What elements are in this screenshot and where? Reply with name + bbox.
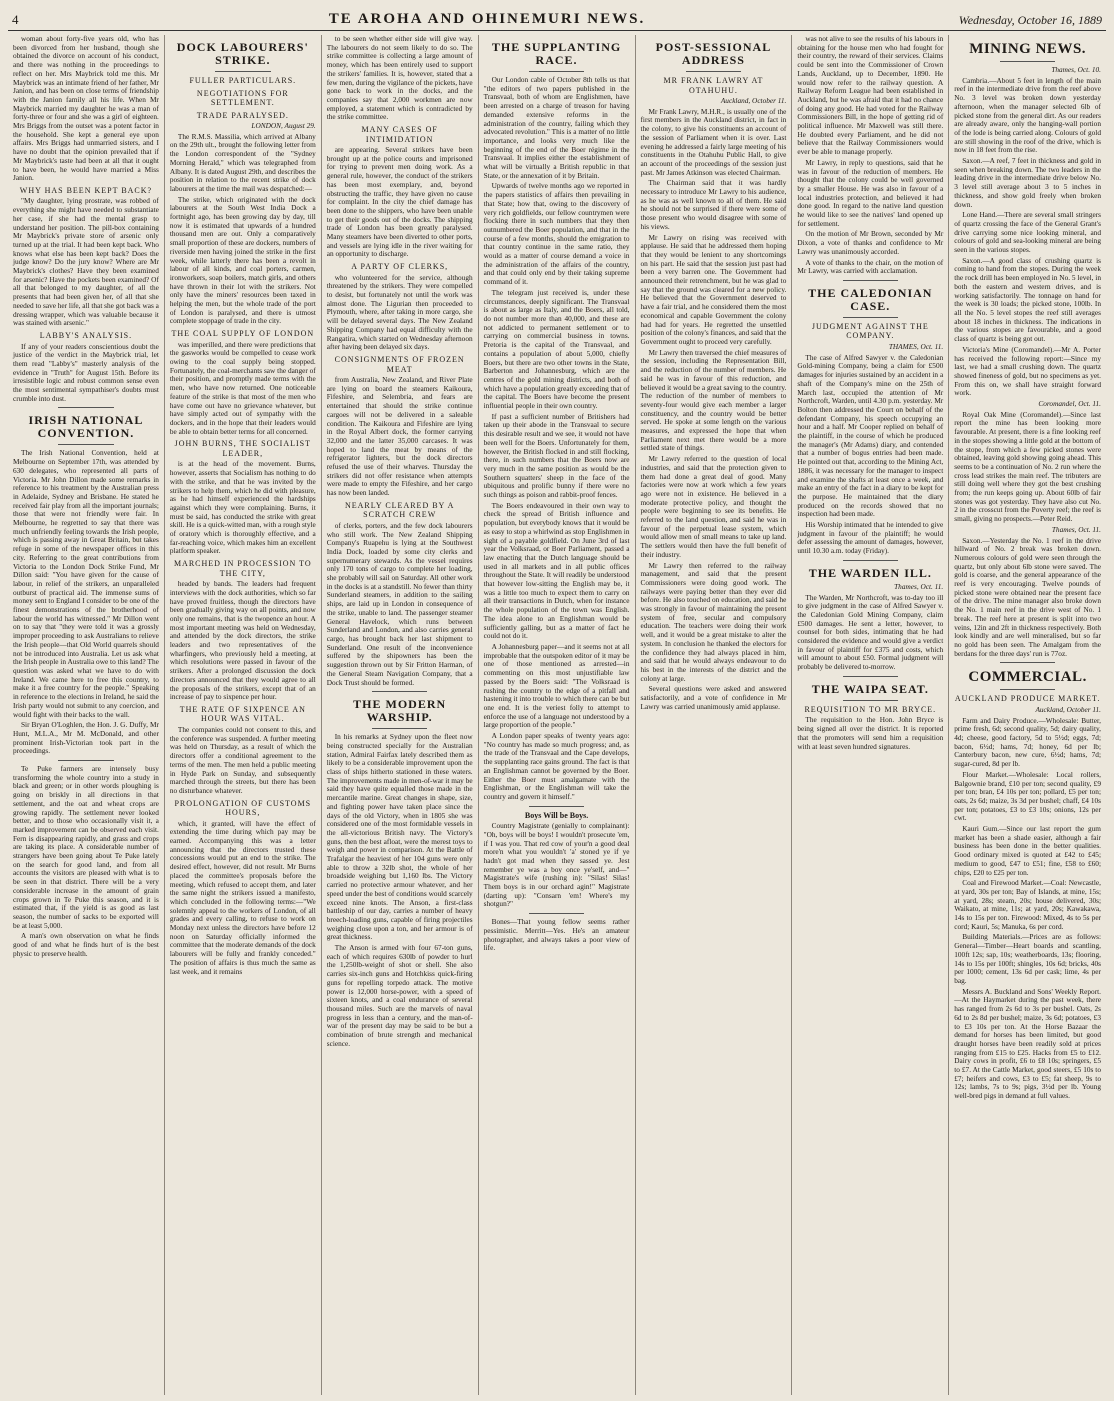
- paragraph: The Boers endeavoured in their own way to check the spread of British influence and population, but everybody knows that it would be as easy to stop a whirlwind as stop Englishmen in sight of a payable goldfield. On June 3rd of last year the Volksraad, or Boer Parliament, passed a law enacting that the Dutch language should be used in all markets and in all public offices throughout the State. It will readily be understood that however low-sitting the English may be, it was a little too much to expect them to carry on all their transactions in Dutch, when for instance the whole population of the town was English. The idea alone to an Englishman would be sufficiently galling, but as a matter of fact he could not do it.: [483, 500, 630, 641]
- paragraph: The Chairman said that it was hardly necessary to introduce Mr Lawry to his audience, as he was as well known to all of them. He said he should not be surprised if there were some of those present who would disagree with some of his views.: [640, 178, 787, 231]
- paragraph: is at the head of the movement. Burns, however, asserts that Socialism has nothing to do with the strike, and that he was invited by the strikers to help them, which he did with pleasure, as he had himself experienced the hardships against which they were complaining. Burns, it must be said, has conducted the strike with great skill. He is a quick-witted man, with a rough style of oratory which is thoroughly effective, and a far-reaching voice, which makes him an excellent platform speaker.: [169, 459, 316, 556]
- dateline: THAMES, Oct. 11.: [888, 341, 944, 351]
- column-5: [636, 35, 793, 1395]
- column-3: [322, 35, 479, 1395]
- paragraph: Sir Bryan O'Loghlen, the Hon. J. G. Duffy, Mr Hunt, M.L.A., Mr M. McDonald, and other prominent Irish-Victorian took part in the proceedings.: [13, 720, 159, 756]
- subheading: LABBY'S ANALYSIS.: [39, 331, 133, 340]
- dateline: Auckland, October 11.: [1035, 704, 1101, 714]
- subheading: AUCKLAND PRODUCE MARKET.: [954, 694, 1101, 704]
- divider: [58, 407, 113, 408]
- article-heading: POST-SESSIONAL ADDRESS: [655, 40, 772, 67]
- paragraph: Messrs A. Buckland and Sons' Weekly Report.—At the Haymarket during the past week, there has ranged from 2s 6d to 3s per bushel. Oats, 2s 6d to 2s 8d per bushel; maize, 3s 6d; potatoes, £3 to £3 10s per ton. At the Horse Bazaar the demand for horses has been limited, but good draught horses have been readily sold at prices ranging from £15 to £25. Hacks from £5 to £12. Dairy cows in profit, £6 to £8 10s; springers, £5 to £7. At the Cattle Market, good steers, £5 10s to £7; heifers and cows, £3 to £5; fat sheep, 9s to 12s; lambs, 7s to 9s; pigs, 3½d per lb. Young well-bred pigs in demand at full values.: [954, 986, 1101, 1101]
- divider: [215, 71, 270, 72]
- paragraph: Coal and Firewood Market.—Coal: Newcastle, at yard, 30s per ton; Bay of Islands, at mine, 15s; at yard, 28s; steam, 20s; house delivered, 30s; Waikato, at mine, 11s; at yard, 20s; Kawakawa, 14s to 15s per ton. Firewood: Mixed, 4s to 5s per cord; Kauri, 5s; Manuka, 6s per cord.: [954, 878, 1101, 931]
- paragraph: Saxon.—Yesterday the No. 1 reef in the drive hillward of No. 2 break was broken down. Numerous colours of gold were seen through the quartz, but only about 6lb stone were saved. The gold is coarse, and the general appearance of the reef is very encouraging. Twelve pounds of picked stone were obtained near the present face of the drive. The mine manager also broke down the No. 1 main reef in the drive west of No. 1 break. The reef here at present is split into two veins, 12in and 2ft in thickness respectively. Both look kindly and are well mineralised, but so far no gold has been seen. The Amalgam from the berdans for the three days' run is 77oz.: [954, 535, 1101, 658]
- paragraph: Victoria's Mine (Coromandel).—Mr A. Porter has received the following report:—Since my last, we had a small crushing down. The quartz showed fineness of gold, but no specimens as yet. From this on, we shall have straight forward work.: [954, 344, 1101, 398]
- paragraph: The Warden, Mr Northcroft, was to-day too ill to give judgment in the case of Alfred Sawyer v. the Caledonian Gold Mining Company, claim £500 damages. He sent a letter, however, to counsel for both sides, intimating that he had considered the evidence and would give a verdict in favour of plaintiff for £375 and costs, which will amount to about £50. Formal judgment will probably be delivered to-morrow.: [797, 592, 944, 672]
- subheading: NEARLY CLEARED BY A SCRATCH CREW: [344, 500, 455, 520]
- paragraph: The telegram just received is, under these circumstances, deeply significant. The Transvaal is about as large as Italy, and the Boers, all told, do not number more than 40,000, and these are not addicted to permanent settlement or to carrying on commercial business in towns. Pretoria is the capital of the Transvaal, and contains a population of about 5,000, chiefly Boers, but there are two other towns in the State, Barberton and Johannesburg, which are the centres of the gold mining districts, and both of which have a population greatly exceeding that of the capital. The Boers have become the present influential people in their own country.: [483, 287, 630, 411]
- paragraph: from Australia, New Zealand, and River Plate are lying on board the steamers Kaikoura, Fifeshire, and Selembria, and fears are entertained that should the strike continue cargoes will not be delivered in a saleable condition. The Kaikoura and Fifeshire are lying in the Royal Albert dock, the former carrying 32,000 and the latter 35,000 carcases. It was hoped to land the meat by means of the refrigerator lighters, but the dock directors refused the use of their wharves. Thursday the strikers did not offer resistance when attempts were made to empty the Fifeshire, and her cargo has now been landed.: [326, 375, 473, 498]
- paragraph: Several questions were asked and answered satisfactorily, and a vote of confidence in Mr Lawry was carried unanimously amid applause.: [640, 684, 787, 711]
- divider: [372, 691, 427, 692]
- paragraph: Mr Frank Lawry, M.H.R., is usually one of the first members in the Auckland district, in fact in the colony, to give his constituents an account of the session of Parliament when it is over. Last evening he addressed a fairly large meeting of his constituents in the Otahuhu Public Hall, to give an account of the proceedings of the session just past. Mr James Atkinson was elected Chairman.: [640, 106, 787, 177]
- subheading: MANY CASES OF INTIMIDATION: [361, 125, 438, 144]
- paragraph: Lone Hand.—There are several small stringers of quartz crossing the face of the General Grant's drive carrying some nice looking mineral, and colours of gold and sea-looking mineral are being seen in the various stopes.: [954, 210, 1101, 255]
- paragraph: A vote of thanks to the chair, on the motion of Mr Lawry, was carried with acclamation.: [797, 257, 944, 276]
- subheading: PROLONGATION OF CUSTOMS HOURS,: [174, 798, 312, 818]
- paragraph: Building Materials.—Prices are as follows: General—Timber—Heart boards and scantling, 100ft 12s; sap, 10s; weatherboards, 13s; flooring, 14s to 15s per 100ft; shingles, 10s 6d; bricks, 40s per 1000; cement, 13s 6d per cask; lime, 4s per bag.: [954, 932, 1101, 985]
- paragraph: Royal Oak Mine (Coromandel).—Since last report the mine has been looking more favourable. At present, there is a fine looking reef in the stopes showing a little gold at the bottom of the stope, from which a few picked stones were obtained, leaving gold showing going ahead. This seems to be a continuation of No. 2 run where the cross lead strikes the main reef. The tributers are still doing well where they got the best crushing from; the run keeps going up. About 60lb of fair stones was got yesterday. They have also cut No. 2 in the crosscut from the Poverty reef; the reef is small, giving no prospects.—Peter Reid.: [954, 409, 1101, 524]
- article-heading: IRISH NATIONAL CONVENTION.: [28, 413, 144, 441]
- subheading: REQUISITION TO MR BRYCE.: [804, 704, 937, 714]
- divider: [529, 71, 584, 72]
- paragraph: The case of Alfred Sawyer v. the Caledonian Gold-mining Company, being a claim for £500 damages for injuries sustained by an accident in a shaft of the Company's mine on the 25th of March last, occupied the attention of Mr Northcroft, Warden, until 4.30 p.m. yesterday. Mr Bolton then addressed the Court on behalf of the defendant Company, his speech occupying an hour and a half. Mr Cooper replied on behalf of the plaintiff, in the course of which he produced the manager's (Mr Adams) diary, and contended that a number of bogus entries had been made. He pointed out that, according to the Mining Act, 1886, it was necessary for the manager to inspect and examine the shafts at least once a week, and make an entry of the fact in a diary to be kept for the purpose. He maintained that the diary produced on the records showed that no inspection had been made.: [797, 352, 944, 519]
- paragraph: are appearing. Several strikers have been brought up at the police courts and imprisoned for trying to prevent men doing work. As a general rule, however, the conduct of the strikers has been most exemplary, and, beyond obstructing the traffic, they have given no cause for complaint. In the city the chief damage has been done to the shippers, who have been unable to get their goods out of the docks. The shipping trade of London has been greatly paralysed. Many steamers have been diverted to other ports, and vessels are lying idle in the river waiting for an opportunity to discharge.: [326, 145, 473, 259]
- paragraph: headed by bands. The leaders had frequent interviews with the dock authorities, which so far have proved fruitless, though the directors have been gradually giving way on all points, and now only one remains, that is the twopence an hour. A most important meeting was held on Wednesday, and attended by the dock directors, the strike leaders and two representatives of the wharfingers, who previously held a meeting, at which resolutions were passed in favour of the strikers. After a prolonged discussion the dock directors announced that they would agree to all the proposals of the strikers, except that of an increase of pay to sixpence per hour.: [169, 579, 316, 702]
- paragraph: to be seen whether either side will give way. The labourers do not seem likely to do so. The strike committee is collecting a large amount of money, which has been entirely used to support the strikers' families. It is, however, stated that a few men, during the vigilance of the pickets, have gone back to work in the docks, and the companies say that 2,000 workmen are now employed, a statement which is contradicted by the strike committee.: [326, 35, 473, 122]
- paragraph: of clerks, porters, and the few dock labourers who still work. The New Zealand Shipping Company's Ruapehu is lying at the Southwest India Dock, loaded by some city clerks and supernumerary stewards. As the vessel requires only 170 tons of cargo to complete her loading, she probably will sail on Saturday. All other work in the docks is at a standstill. No fewer than thirty Sunderland steamers, in addition to the sailing ships, are laid up in London in consequence of the strike, unable to land. The passenger steamer General Havelock, which runs between Sunderland and London, and also carries general cargo, has brought back her last shipment to Sunderland. One result of the inconvenience suffered by the shipowners has been the suggestion thrown out by Sir Fritton Harman, of the General Steam Navigation Company, that a Dock Trust should be formed.: [326, 520, 473, 687]
- paragraph: The requisition to the Hon. John Bryce is being signed all over the district. It is reported that the promoters will send him a requisition with at least seven hundred signatures.: [797, 715, 944, 751]
- column-6: [792, 35, 949, 1395]
- paragraph: Saxon.—A good class of crushing quartz is coming to hand from the stopes. During the week the rock drill has been employed in No. 5 level, in both the eastern and western drives, and is working satisfactorily. The tonnage on hand for the week is 30 loads; the picked stone, 100lb. In all the No. 5 level stopes the reef still averages about 18 inches in thickness. The indications in the various stopes are favourable, and a good class of quartz is being got out.: [954, 255, 1101, 344]
- column-4: [479, 35, 636, 1395]
- divider: [843, 280, 898, 281]
- subheading: CONSIGNMENTS OF FROZEN MEAT: [334, 355, 465, 374]
- dateline: LONDON, August 29.: [251, 121, 316, 130]
- masthead: [8, 6, 1106, 31]
- paragraph: Bones—That young fellow seems rather pessimistic. Merritt—Yes. He's an amateur photographer, and always takes a poor view of life.: [483, 917, 630, 953]
- subheading: THE COAL SUPPLY OF LONDON: [171, 329, 315, 339]
- paragraph: "My daughter, lying prostrate, was robbed of everything she might have needed to substantiate her case, if she had the mental grasp to understand her position. The pill-box containing Mr Maybrick's private store of arsenic only turned up at the trial. It had been kept back. Who knows what else has been kept back? Does the judge know? Do the jury know? Where are Mr Maybrick's clothes? Have they been examined for arsenic? Have the pockets been examined? Of all that belonged to my daughter, of all the presents that had been given her, of all that she needed to save her life, all that she got back was a dressing wrapper, which was valuable because it was stained with arsenic.": [13, 196, 159, 328]
- paragraph: The Irish National Convention, held at Melbourne on September 17th, was attended by 630 delegates, who represented all parts of Victoria. Mr John Dillon made some remarks in reference to his treatment by the Australian press in Adelaide, Sydney and Brisbane. He stated he received fair play from all the important journals; those that were not friendly were fair. In Melbourne, he regretted to say that there was much unfriendly feeling towards the Irish people, which is passing away in Great Britain, but takes refuge in some of the newspaper offices in this city. Referring to the great contributions from Victoria to the London Dock Strike Fund, Mr Dillon said: "You have given for the cause of labour, in relief of the strikers, an unparalleled outburst of practical aid. The immense sums of money sent to England I consider to be one of the finest demonstrations of the brotherhood of labour the world has witnessed." Mr Dillon went on to say that "they were told it was a grossly improper proceeding to ask Australians to relieve the Irish people—that Old World quarrels should not be introduced into Australia. Let us ask what the Irish people in Australia owe to this land? The question was asked what we have to do with Ireland. We came here to free this country, to make it a free country for the people." Speaking in reference to the elections in Ireland, he said the Irish party would not submit to any coercion, and would fight with their backs to the wall.: [13, 448, 159, 719]
- divider: [843, 317, 898, 318]
- divider: [1000, 61, 1056, 62]
- subheading: JUDGMENT AGAINST THE COMPANY.: [811, 321, 929, 341]
- paragraph: Mr Lawry referred to the question of local industries, and said that the protection given to them had done a great deal of good. Many factories were now at work which a few years ago were not in existence. He believed in a moderate protective policy, and thought the people were beginning to see its benefits. He referred to the land question, and said he was in favour of the perpetual lease system, which would allow men of small means to take up land. The settlers would then have the full benefit of their industry.: [640, 454, 787, 559]
- paragraph: which, it granted, will have the effect of extending the time during which pay may be earned. Accompanying this was a letter announcing that the directors trusted these concessions would put an end to the strike. The desired effect, however, did not result. Mr Burns placed the committee's proposals before the meeting, which refused to accept them, and later the same night the strikers issued a manifesto, which concluded in the following terms:—"We solemnly appeal to the workers of London, of all grades and every calling, to refuse to work on Monday next unless the directors have before 12 noon on Saturday officially informed the committee that the moderate demands of the dock labourers will be fully and frankly conceded." The position of affairs is thus much the same as last week, and it remains: [169, 818, 316, 976]
- article-heading: THE WARDEN ILL.: [808, 565, 932, 580]
- article-heading: DOCK LABOURERS' STRIKE.: [176, 40, 309, 67]
- paragraph: Kauri Gum.—Since our last report the gum market has been a shade easier, although a fair business has been done in the better qualities. Good ordinary mixed is quoted at £42 to £45; medium to good, £47 to £51; fine, £58 to £60; chips, £20 to £25 per ton.: [954, 824, 1101, 877]
- paragraph: Mr Lawry on rising was received with applause. He said that he addressed them hoping that they would be lenient to any shortcomings on his part. He said that the session just past had been a very barren one. The Government had announced their retrenchment, but he was glad to say that the ground was cleared for a new policy. He believed that the Government deserved to have a fair trial, and he considered them the most economical and capable Government the colony had had for years. He regretted the unsettled position of the colony's finances, and said that the Government ought to proceed very carefully.: [640, 232, 787, 346]
- article-heading: THE CALEDONIAN CASE.: [808, 285, 933, 313]
- subheading: A PARTY OF CLERKS,: [351, 262, 449, 272]
- column-1: [8, 35, 165, 1395]
- paragraph: A man's own observation on what he finds good of and what he finds hurt of is the best physic to preserve health.: [13, 931, 159, 958]
- paragraph: Cambria.—About 5 feet in length of the main reef in the intermediate drive from the reef above No. 3 level was broken down yesterday afternoon, when the manager selected 6lb of picked stone from the general dirt. As our readers are already aware, only the hanging-wall portion of the lode is being carried along. Colours of gold are still showing in the roof of the drive, which is now in 18 feet from the rise.: [954, 75, 1101, 155]
- paragraph: His Worship intimated that he intended to give judgment in favour of the plaintiff; he would defer assessing the amount of damages, however, until 10.30 a.m. today (Friday).: [797, 520, 944, 556]
- paragraph: If any of your readers conscientious doubt the justice of the verdict in the Maybrick trial, let them read "Labby's" masterly analysis of the evidence in "Truth" for August 15th. Before its irresistible logic and robust common sense even the most sentimental sympathiser's doubts must crumble into dust.: [13, 341, 159, 403]
- issue-date: Wednesday, October 16, 1889: [958, 13, 1102, 27]
- dateline: Coromandel, Oct. 11.: [1038, 399, 1101, 409]
- paragraph: Mr Lawry, in reply to questions, said that he was in favour of the reduction of members. He thought that the colony could be well governed by a smaller House. He was also in favour of a local industries protection, and believed it had done good. In regard to the native land question he would like to see the natives' land opened up for settlement.: [797, 157, 944, 228]
- paragraph: Te Puke farmers are intensely busy transforming the whole country into a study in black and green; or in other words ploughing is going on briskly in all directions in that settlement, and the oat and wheat crops are growing rapidly. The settlement never looked better, and to those who occasionally visit it, a marked improvement can be observed each visit. Fern is disappearing rapidly, and grass and crops are taking its place. A considerable number of strangers have been going about Te Puke lately on the search for good land, and from all accounts the visitors are pleased with what is to be seen in that district. There will be a very considerable increase in the amount of grain crops grown in Te Puke this season, and it is estimated that, if the yield is as good as last season, the number of sacks to be exported will be at least 5,000.: [13, 764, 159, 930]
- dateline: Thames, Oct. 10.: [1051, 65, 1101, 74]
- paragraph: woman about forty-five years old, who has been divorced from her husband, though she obtained the divorce on account of his conduct, and there was nothing in the proceedings to reflect on her. Mrs Maybrick told me this. Mr Maybrick was an intimate friend of her father, Mr Janion, and has been on close terms of friendship with the Janion family all his life. When Mr Maybrick married my daughter he was a man of forty-three or four and she was a girl of eighteen. Mrs Briggs from the outset was a potent factor in the household. She kept a general eye upon affairs. Mrs Briggs had unmarried sisters, and I have no doubt that the opinion prevailed that if Mr Maybrick's taste had been at all that it ought to have been, he would have married a Miss Janion.: [13, 35, 159, 183]
- subheading: TRADE PARALYSED.: [196, 110, 289, 120]
- paragraph: was not alive to see the results of his labours in obtaining for the house men who had fought for their country, the reward of their services. Claims could be sent into the Commissioner of Crown Lands, Auckland, up to December, 1890. He would now refer to the railway question. A Railway Reform League had been established in Auckland, but he was afraid that it had no chance of doing any good. He had voted for the Railway Commissioners Bill, in the hope of getting rid of political influence. Mr Maxwell was still there. He doubted every Parliament, and he did not believe that the Railway Commissioners would ever be able to manage properly.: [797, 35, 944, 157]
- paragraph: The companies could not consent to this, and the conference was suspended. A further meeting was held on Thursday, as a result of which the directors offer a conditional agreement to the terms of the men. The men held a public meeting in Hyde Park on Sunday, and subsequently marched through the streets, but there has been no disturbance whatever.: [169, 724, 316, 795]
- paragraph: Mr Lawry then traversed the chief measures of the session, including the Representation Bill, and the reduction of the number of members. He said he was in favour of this reduction, and believed it would be a great saving to the country. The reduction of the number of members to seventy-four would give each member a larger constituency, and the country would be better served. He spoke at some length on the various measures, and expressed the hope that when Parliament next met there would be a more settled state of things.: [640, 347, 787, 453]
- subheading: JOHN BURNS, THE SOCIALIST LEADER,: [174, 439, 312, 458]
- subheading: MARCHED IN PROCESSION TO THE CITY,: [173, 559, 312, 578]
- paragraph: On the motion of Mr Brown, seconded by Mr Dixon, a vote of thanks and confidence to Mr Lawry was unanimously accorded.: [797, 229, 944, 256]
- newspaper-title: TE AROHA AND OHINEMURI NEWS.: [328, 11, 646, 27]
- divider: [843, 676, 898, 677]
- paragraph: Saxon.—A reef, 7 feet in thickness and gold in seen when breaking down. The two leaders in the leading drive in the intermediate drive below No. 3 level still average about 3 to 5 inches in thickness, and show gold freely when broken down.: [954, 156, 1101, 209]
- subheading: WHY HAS BEEN KEPT BACK?: [19, 185, 153, 195]
- article-heading: MINING NEWS.: [969, 41, 1087, 57]
- paragraph: who volunteered for the service, although threatened by the strikers. They were compelled to desist, but fortunately not until the work was almost done. The Ligurian then proceeded to Plymouth, where, after taking in more cargo, she will be delayed several days. The New Zealand Shipping Company had equal difficulty with the Rangatira, which started on Wednesday afternoon after having been delayed six days.: [326, 272, 473, 352]
- divider: [58, 444, 113, 445]
- paragraph: The Anson is armed with four 67-ton guns, each of which requires 630lb of powder to hurl the 1,250lb-weight of shot or shell. She also carries six-inch guns and Hotchkiss quick-firing guns for repelling torpedo attack. The motive power is 12,000 horse-power, with a speed of sixteen knots, and a coal endurance of several thousand miles. Such are the marvels of naval progress in less than a century, and the man-of-war of the present day may be said to be but a combination of brute strength and mechanical science.: [326, 943, 473, 1048]
- paragraph: Upwards of twelve months ago we reported in the papers statistics of affairs then prevailing in that State; how that, owing to the discovery of very rich goldfields, our fellow countrymen were flocking there in such numbers that they then outnumbered the Boer population, and that in the course of a few months, should the emigration to that country continue in the same ratio, they would as a matter of course demand a voice in the administration of the affairs of the country, and that could only end by their taking supreme command of it.: [483, 181, 630, 287]
- divider: [1000, 662, 1056, 663]
- divider: [686, 71, 741, 72]
- paragraph: A Johannesburg paper—and it seems not at all improbable that the outspoken editor of it may be one of those mentioned as arrested—in commenting on this most unjustifiable law passed by the Boers said: "The Volksraad is rushing the country to the edge of a pitfall and hastening it into trouble to which there can be but one end. It is the veriest folly to attempt to enforce the use of a language not understood by a large proportion of the people.": [483, 642, 630, 730]
- divider: [843, 700, 898, 701]
- paragraph: The strike, which originated with the dock labourers at the South West India Dock a fortnight ago, has been growing day by day, till now it is estimated that upwards of a hundred thousand men are out. Only a comparatively small proportion of these are dockers, numbers of riverside men having joined the strike in the first week, while latterly there has been a revolt in labour of all kinds, and coal porters, carmen, ironworkers, soap boilers, match girls, and others have thrown in their lot with the strikers. Not only have the miners' resources been taxed in helping the men, but the whole trade of the port of London is paralysed, and there is utmost complete stoppage of trade in the city.: [169, 194, 316, 326]
- article-heading: THE SUPPLANTING RACE.: [491, 40, 622, 67]
- article-heading: Boys Will be Boys.: [524, 810, 589, 820]
- dateline: Thames, Oct. 11.: [1051, 524, 1101, 534]
- paragraph: The R.M.S. Massilia, which arrived at Albany on the 29th ult., brought the following letter from the London correspondent of the "Sydney Morning Herald," which was telegraphed from Albany. It is dated August 29th, and describes the position in relation to the recent strike of dock labourers at the time the mail was despatched:—: [169, 131, 316, 193]
- subheading: NEGOTIATIONS FOR SETTLEMENT.: [196, 88, 289, 107]
- paragraph: Farm and Dairy Produce.—Wholesale: Butter, prime fresh, 6d; second quality, 5d; dairy quality, 4d; cheese, good factory, 5d to 5½d; eggs, 7d; bacon, 6½d; hams, 7d; honey, 6d per lb; Canterbury bacon, new cure, 6½d; hams, 7d; sugar-cured, 8d per lb.: [954, 715, 1101, 769]
- paragraph: If past a sufficient number of Britishers had taken up their abode in the Transvaal to secure this desirable result and we see, it would not have been well for the Boers. Unfortunately for them, however, the British flocked in and still flocking, there, in such numbers that the Boers now are very much in the same position as would be the Southern squatters' sheep in the face of the ubiquitous and prolific bunny if there were no such things as poison and rabbit-proof fences.: [483, 411, 630, 500]
- divider: [1000, 689, 1056, 690]
- paragraph: Our London cable of October 8th tells us that "the editors of two papers published in the Transvaal, both of whom are Englishmen, have been arrested on a charge of treason for having demanded extensive reforms in the administration of the country, failing which they advocated revolution." This is a matter of no little importance, and looks very much like the beginning of the end of the Boer régime in the Transvaal. It implies either the establishment of what will be virtually a British republic in that State, or the annexation of it by Britain.: [483, 75, 630, 180]
- divider: [529, 913, 584, 914]
- divider: [529, 806, 584, 807]
- page-number: 4: [12, 12, 19, 27]
- subheading: FULLER PARTICULARS.: [189, 76, 297, 85]
- article-heading: THE MODERN WARSHIP.: [353, 697, 447, 725]
- divider: [843, 560, 898, 561]
- divider: [372, 728, 427, 729]
- paragraph: In his remarks at Sydney upon the fleet now being constructed specially for the Australian station, Admiral Fairfax lately described them as likely to be a considerable improvement upon the class of ships hitherto stationed in these waters. The improvements made in men-of-war it may be said they have quite equalled those made in the mercantile marine. Great changes in shape, size, and fighting power have taken place since the days of the old Victory, when in 1805 she was considered one of the most formidable vessels in the all-victorious British navy. The Victory's guns, then the best afloat, were the merest toys to weigh and power in comparison. At the Battle of Trafalgar the heaviest of her 104 guns were only able to throw a 32lb shot, the whole of her broadside weighing but 1,160 lbs. The Victory carried no protective armour whatever, and her speed under the best of conditions would scarcely exceed nine knots. The Anson, a first-class battleship of our day, carries a number of heavy breech-loading guns, capable of firing projectiles weighing close upon a ton, and her armour is of great thickness.: [326, 732, 473, 942]
- column-7: [949, 35, 1106, 1395]
- paragraph: Country Magistrate (genially to complainant): "Oh, boys will be boys! I wouldn't prosecute 'em, if I was you. That red cow of your'n a good deal more'n what you wouldn't 'a' stoned ye if ye hadn't got mad when they sassed ye. Jest remember ye was a boy once ye'self, and—" Magistrate's wife (rushing in): "Silas! Silas! Them boys is in our orchard agin!" Magistrate (darting up): "Consarn 'em! Where's my shotgun?": [483, 821, 630, 909]
- subheading: MR FRANK LAWRY AT OTAHUHU.: [663, 76, 764, 95]
- columns: [8, 35, 1106, 1395]
- paragraph: Mr Lawry then referred to the railway management, and said that the present Commissioners were doing good work. The railways were paying better than they ever did before. He also touched on education, and said he was strongly in favour of maintaining the present system of free, secular and compulsory education. The teachers were doing their work well, and it would be a great mistake to alter the system. In conclusion he thanked the electors for the confidence they had always placed in him, and said that he would always endeavour to do his best in the interests of the district and the colony at large.: [640, 560, 787, 683]
- paragraph: Flour Market.—Wholesale: Local rollers, Balgownie brand, £10 per ton; second quality, £9 per ton; bran, £4 10s per ton; pollard, £5 per ton; oats, 2s 6d; maize, 3s 3d per bushel; chaff, £4 10s per ton; potatoes, £3 to £3 10s; onions, 12s per cwt.: [954, 769, 1101, 823]
- paragraph: was imperilled, and there were predictions that the gasworks would be compelled to cease work owing to the coal supply being stopped. Fortunately, the coal-merchants saw the danger of their position, and promptly made terms with the men, who have now returned. One noticeable feature of the strike is that most of the men who have come out have no grievance whatever, but have simply acted out of sympathy with the dockers, and in the hope that their leaders would be able to obtain better terms for all concerned.: [169, 339, 316, 436]
- article-heading: THE WAIPA SEAT.: [811, 681, 929, 696]
- dateline: Thames, Oct. 11.: [894, 581, 944, 591]
- article-heading: COMMERCIAL.: [968, 669, 1087, 686]
- subheading: THE RATE OF SIXPENCE AN HOUR WAS VITAL.: [179, 704, 306, 724]
- paragraph: A London paper speaks of twenty years ago: "No country has made so much progress; and, as the trade of the Transvaal and the Cape develops, the supplanting race gains ground. The fact is that an Englishman cannot be governed by the Boer. Either the Boer must amalgamate with the Englishman, or the Englishman will take the country and govern it himself.": [483, 731, 630, 801]
- column-2: [165, 35, 322, 1395]
- dateline: Auckland, October 11.: [720, 96, 787, 105]
- divider: [58, 760, 113, 761]
